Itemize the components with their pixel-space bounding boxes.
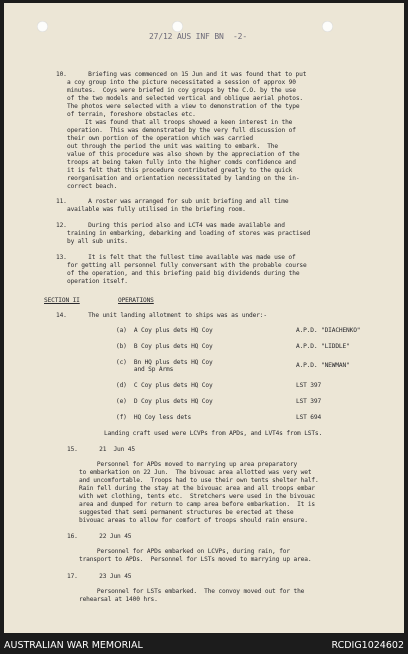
text-line: correct beach.: [67, 183, 118, 190]
text-line: 17. 23 Jun 45: [67, 573, 132, 580]
text-line: 13. It is felt that the fullest time available was made use of: [56, 254, 296, 261]
text-line: it is felt that this procedure contributed greatly to the quick: [67, 167, 293, 174]
punch-hole: [37, 21, 48, 32]
text-line: minutes. Coys were briefed in coy groups by the C.O. by the use: [67, 87, 296, 94]
footer-source: AUSTRALIAN WAR MEMORIAL: [4, 640, 143, 651]
text-line: bivouac areas to allow for comfort of troops should rain ensure.: [79, 517, 308, 524]
text-line: (b) B Coy plus dets HQ Coy: [116, 343, 213, 350]
text-line: A.P.D. "NEWMAN": [296, 362, 350, 369]
text-line: with wet clothing, tents etc. Stretchers were used in the bivouac: [79, 493, 315, 500]
text-line: LST 397: [296, 398, 322, 405]
text-line: (f) HQ Coy less dets: [116, 414, 192, 421]
text-line: to embarkation on 22 Jun. The bivouac area allotted was very wet: [79, 469, 312, 476]
text-line: value of this procedure was also shown by the appreciation of the: [67, 151, 300, 158]
text-line: It was found that all troops showed a keen interest in the: [67, 119, 293, 126]
text-line: reorganisation and orientation necessitated by landing on the in-: [67, 175, 300, 182]
text-line: LST 397: [296, 382, 322, 389]
text-line: Rain fell during the stay at the bivouac area and all troops embar: [79, 485, 315, 492]
text-line: operation itself.: [67, 278, 128, 285]
punch-hole: [172, 21, 183, 32]
text-line: (a) A Coy plus dets HQ Coy: [116, 327, 213, 334]
text-line: transport to APDs. Personnel for LSTs moved to marrying up area.: [79, 556, 312, 563]
text-line: Personnel for APDs moved to marrying up area preparatory: [79, 461, 298, 468]
text-line: suggested that semi permanent structures be erected at these: [79, 509, 294, 516]
text-line: of the two models and selected vertical and oblique aerial photos.: [67, 95, 303, 102]
text-line: troops at being taken fully into the higher comds confidence and: [67, 159, 296, 166]
text-line: Landing craft used were LCVPs from APDs, and LVT4s from LSTs.: [104, 430, 323, 437]
text-line: 11. A roster was arranged for sub unit briefing and all time: [56, 198, 289, 205]
text-line: their own portion of the operation which was carried: [67, 135, 253, 142]
section-title: OPERATIONS: [118, 297, 154, 304]
text-line: area and dumped for return to camp area before embarkation. It is: [79, 501, 315, 508]
text-line: of the operation, and this briefing paid big dividends during the: [67, 270, 300, 277]
text-line: 15. 21 Jun 45: [67, 446, 135, 453]
text-line: of terrain, foreshore obstacles etc.: [67, 111, 196, 118]
archive-footer: [0, 636, 408, 654]
page-header: 27/12 AUS INF BN -2-: [149, 32, 247, 41]
text-line: out through the period the unit was waiting to embark. The: [67, 143, 278, 150]
text-line: and Sp Arms: [116, 366, 174, 373]
text-line: (d) C Coy plus dets HQ Coy: [116, 382, 213, 389]
text-line: (c) Bn HQ plus dets HQ Coy: [116, 359, 213, 366]
text-line: The photos were selected with a view to demonstration of the type: [67, 103, 300, 110]
punch-hole: [322, 21, 333, 32]
document-page: [4, 3, 404, 633]
text-line: operation. This was demonstrated by the very full discussion of: [67, 127, 296, 134]
text-line: by all sub units.: [67, 238, 128, 245]
text-line: for getting all personnel fully conversant with the probable course: [67, 262, 307, 269]
text-line: 10. Briefing was commenced on 15 Jun and it was found that to put: [56, 71, 307, 78]
text-line: training in embarking, debarking and loading of stores was practised: [67, 230, 311, 237]
text-line: 16. 22 Jun 45: [67, 533, 132, 540]
section-label: SECTION II: [44, 297, 80, 304]
text-line: and uncomfortable. Troops had to use their own tents shelter half.: [79, 477, 319, 484]
text-line: Personnel for LSTs embarked. The convoy moved out for the: [79, 588, 305, 595]
text-line: 14. The unit landing allotment to ships was as under:-: [56, 312, 267, 319]
text-line: Personnel for APDs embarked on LCVPs, during rain, for: [79, 548, 290, 555]
text-line: (e) D Coy plus dets HQ Coy: [116, 398, 213, 405]
text-line: A.P.D. "LIDDLE": [296, 343, 350, 350]
text-line: 12. During this period also and LCT4 was made available and: [56, 222, 285, 229]
text-line: A.P.D. "DIACHENKO": [296, 327, 361, 334]
text-line: rehearsal at 1400 hrs.: [79, 596, 158, 603]
text-line: LST 694: [296, 414, 322, 421]
text-line: a coy group into the picture necessitated a session of approx 90: [67, 79, 296, 86]
text-line: available was fully utilised in the briefing room.: [67, 206, 246, 213]
footer-reference: RCDIG1024602: [331, 640, 404, 651]
